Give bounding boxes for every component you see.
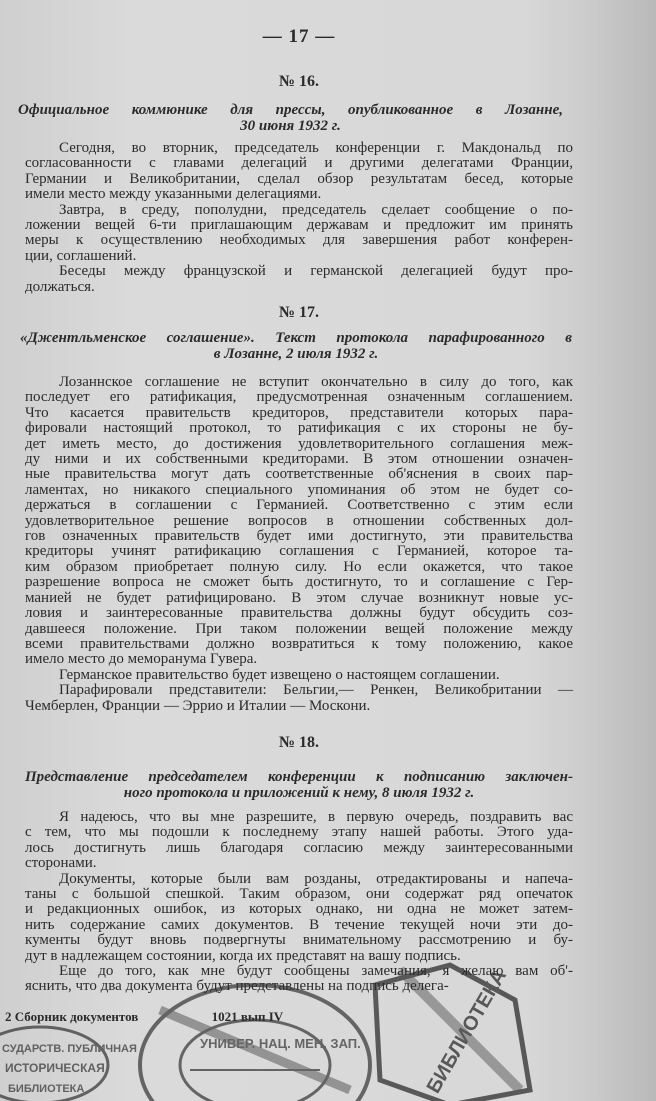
text-line: Парафировали представители: Бельгии,— Ренкен, Великобритании — (59, 682, 573, 699)
text-line: лось достигнуть лишь благодаря согласию между заинтересованными (25, 839, 573, 856)
text-line: Документы, которые были вам розданы, отредактированы и напеча- (59, 870, 573, 887)
stamp-university-cabinet (140, 985, 370, 1101)
text-line: ду ними и их собственными кредиторами. В этом отношении означен- (25, 451, 573, 468)
document-body-16 (25, 141, 573, 295)
document-body-17 (25, 375, 573, 714)
text-line: имели место между указанными делегациями. (25, 186, 322, 203)
paragraph (25, 264, 573, 295)
text-line: Беседы между французской и германской делегацией будут про- (59, 263, 573, 280)
text-line: ложении вещей 6-ти приглашающим державам и предложит им принять (25, 217, 573, 234)
text-line: ные правительства могут дать соответственные об'яснения в своих пар- (25, 466, 573, 483)
svg-text:УНИВЕР. НАЦ. МЕН. ЗАП.: УНИВЕР. НАЦ. МЕН. ЗАП. (200, 1036, 361, 1051)
paragraph (25, 683, 573, 714)
text-line: ким образом приобретает полную силу. Но если окажется, что такое (25, 558, 573, 575)
text-line: Германское правительство будет извещено о настоящем соглашении. (59, 666, 500, 683)
document-number-17: № 17. (278, 304, 320, 321)
print-code: 1021 вып IV (211, 1009, 284, 1024)
stamp-historical-library (0, 1027, 137, 1101)
paragraph (25, 141, 573, 203)
document-title-17 (20, 330, 572, 362)
text-line: Еще до того, как мне будут сообщены замечания, я желаю вам об'- (59, 963, 573, 980)
text-line: и редакционных ошибок, из которых однако, ни одна не может затем- (25, 901, 573, 918)
text-line: должаться. (25, 278, 95, 295)
document-number-16: № 16. (278, 73, 320, 90)
text-line: держаться в соглашении с Германией. Соответственно с этим если (25, 497, 573, 514)
paragraph (25, 203, 573, 265)
text-line: Что касается правительств кредиторов, представители которых пара- (25, 404, 573, 421)
text-line: ции, соглашений. (25, 247, 137, 264)
page-number: — 17 — (262, 26, 336, 47)
text-line: фировали настоящий протокол, то ратификация с их стороны не бу- (25, 420, 573, 437)
text-line: кредиторы учинят ратификацию соглашения с Германией, которое та- (25, 543, 573, 560)
document-title-18 (25, 769, 573, 801)
title-line: Официальное коммюнике для прессы, опубликованное в Лозанне, (18, 102, 563, 118)
text-line: имело место до меморанума Гувера. (25, 651, 258, 668)
text-line: гов означенных правительств будет ими достигнуто, эти правительства (25, 528, 573, 545)
text-line: всеми правительствами должно возвратиться к тому положению, какое (25, 635, 573, 652)
text-line: яснить, что два документа будут представлены на подпись делега- (25, 978, 449, 995)
document-title-16 (18, 102, 563, 134)
text-line: ламентах, но никакого специального упоминания об этом не будет со- (25, 481, 573, 498)
title-line: 30 июня 1932 г. (240, 118, 341, 134)
text-line: Лозаннское соглашение не вступит окончательно в силу до того, как (59, 374, 573, 390)
library-stamps (0, 940, 656, 1101)
text-line: Сегодня, во вторник, председатель конференции г. Макдональд по (59, 140, 573, 156)
paragraph (25, 668, 573, 683)
title-line: Представление председателем конференции к подписанию заключен- (25, 769, 573, 785)
text-line: таны с большой спешкой. Таким образом, они содержат ряд опечаток (25, 886, 573, 903)
svg-text:БИБЛИОТЕКА: БИБЛИОТЕКА (8, 1083, 85, 1095)
svg-text:ИСТОРИЧЕСКАЯ: ИСТОРИЧЕСКАЯ (5, 1061, 105, 1075)
paragraph (25, 375, 573, 668)
text-line: дет иметь место, до достижения удовлетворительного соглашения меж- (25, 435, 573, 452)
text-line: Завтра, в среду, пополудни, председатель сделает сообщение о по- (59, 201, 573, 218)
text-line: ловия и заинтересованные правительства должны будут обсудить соз- (25, 605, 573, 622)
text-line: согласованности с главами делегаций и другими делегатами Франции, (25, 155, 573, 172)
text-line: удовлетворительное решение вопросов в отношении собственных дол- (25, 512, 573, 529)
text-line: меры к осуществлению необходимых для завершения работ конферен- (25, 232, 573, 249)
title-line: «Джентльменское соглашение». Текст протокола парафированного в (20, 330, 572, 346)
title-line: ного протокола и приложений к нему, 8 июля 1932 г. (123, 785, 475, 801)
svg-text:БИБЛИОТЕКА: БИБЛИОТЕКА (422, 965, 512, 1098)
text-line: Чемберлен, Франции — Эррио и Италии — Москони. (25, 697, 371, 714)
svg-text:СУДАРСТВ. ПУБЛИЧНАЯ: СУДАРСТВ. ПУБЛИЧНАЯ (2, 1043, 137, 1055)
stamp-library-hex (375, 965, 530, 1101)
signature-mark: 2 Сборник документов (5, 1009, 139, 1024)
text-line: нить содержание самих документов. В течение текущей ночи эти до- (25, 916, 573, 933)
title-line: в Лозанне, 2 июля 1932 г. (213, 346, 379, 362)
text-line: с тем, что мы подошли к последнему этапу нашей работы. Этого уда- (25, 824, 573, 841)
text-line: Я надеюсь, что вы мне разрешите, в первую очередь, поздравить вас (59, 809, 573, 825)
text-line: манией не будет ратифицировано. В этом случае возникнут новые ус- (25, 589, 573, 606)
text-line: разрешение вопроса не сможет быть достигнуто, то и соглашение с Гер- (25, 574, 573, 591)
text-line: кументы будут вновь подвергнуты внимательному рассмотрению и бу- (25, 932, 573, 949)
text-line: сторонами. (25, 855, 97, 872)
paragraph (25, 810, 573, 872)
text-line: дут в надлежащем состоянии, когда их представят на вашу подпись. (25, 947, 461, 964)
document-number-18: № 18. (278, 734, 320, 751)
text-line: последует его ратификация, предусмотренная означенным соглашением. (25, 389, 573, 406)
text-line: Германии и Великобритании, сделал обзор результатам бесед, которые (25, 170, 573, 187)
text-line: давшееся положение. При таком положении вещей положение между (25, 620, 573, 637)
